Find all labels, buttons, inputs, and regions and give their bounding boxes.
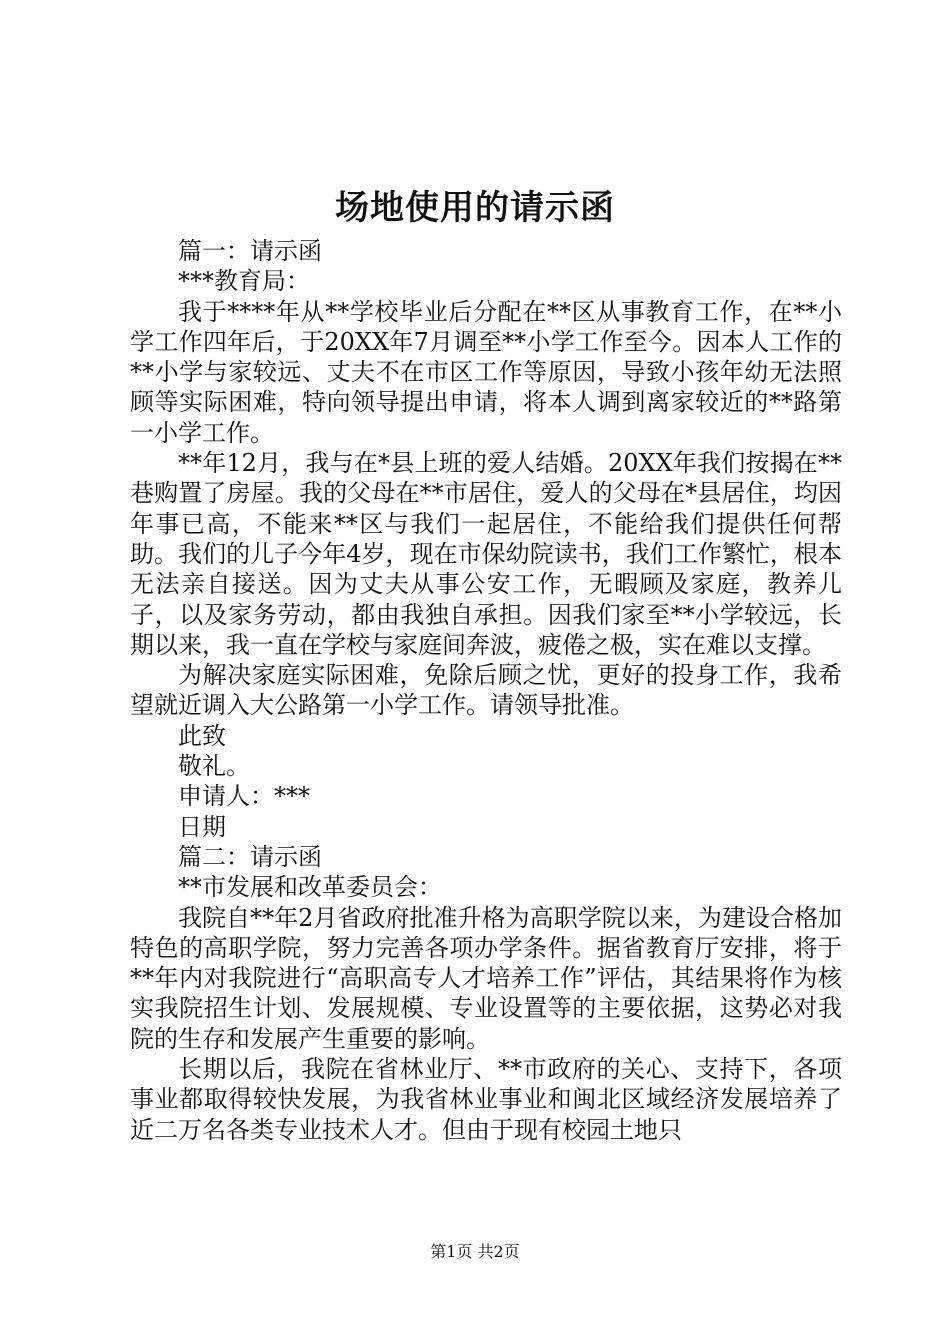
paragraph-addressee-2: **市发展和改革委员会： xyxy=(178,873,442,902)
applicant-line: 申请人：*** xyxy=(178,782,310,811)
paragraph-heading-1: 篇一：请示函 xyxy=(178,237,322,265)
document-body xyxy=(130,236,842,1145)
page-footer: 第1页 共2页 xyxy=(430,1242,520,1261)
closing-salutation: 此致 xyxy=(178,721,226,750)
document-title: 场地使用的请示函 xyxy=(335,188,615,228)
paragraph-heading-2: 篇二：请示函 xyxy=(178,842,322,871)
paragraph: 我于****年从**学校毕业后分配在**区从事教育工作，在**小学工作四年后，于20XX年7月调至**小学工作至今。因本人工作的**小学与家较远、丈夫不在市区工作等原因，导致小孩年幼无法照顾等实际困难，特向领导提出申请，将本人调到离家较近的**路第一小学工作。 xyxy=(130,297,842,447)
paragraph: 我院自**年2月省政府批准升格为高职学院以来，为建设合格加特色的高职学院，努力完善各项办学条件。据省教育厅安排，将于**年内对我院进行“高职高专人才培养工作”评估，其结果将作为核实我院招生计划、发展规模、专业设置等的主要依据，这势必对我院的生存和发展产生重要的影响。 xyxy=(130,903,842,1053)
date-line: 日期 xyxy=(178,812,226,841)
paragraph: **年12月，我与在*县上班的爱人结婚。20XX年我们按揭在**巷购置了房屋。我的父母在**市居住，爱人的父母在*县居住，均因年事已高，不能来**区与我们一起居住，不能给我们提供任何帮助。我们的儿子今年4岁，现在市保幼院读书，我们工作繁忙，根本无法亲自接送。因为丈夫从事公安工作，无暇顾及家庭，教养儿子，以及家务劳动，都由我独自承担。因我们家至**小学较远，长期以来，我一直在学校与家庭间奔波，疲倦之极，实在难以支撑。 xyxy=(130,449,842,659)
paragraph: 长期以后，我院在省林业厅、**市政府的关心、支持下，各项事业都取得较快发展，为我省林业事业和闽北区域经济发展培养了近二万名各类专业技术人才。但由于现有校园土地只 xyxy=(130,1055,842,1144)
closing-regards: 敬礼。 xyxy=(178,752,250,781)
paragraph-addressee-1: ***教育局： xyxy=(178,267,310,296)
paragraph: 为解决家庭实际困难，免除后顾之忧，更好的投身工作，我希望就近调入大公路第一小学工作。请领导批准。 xyxy=(130,661,842,720)
